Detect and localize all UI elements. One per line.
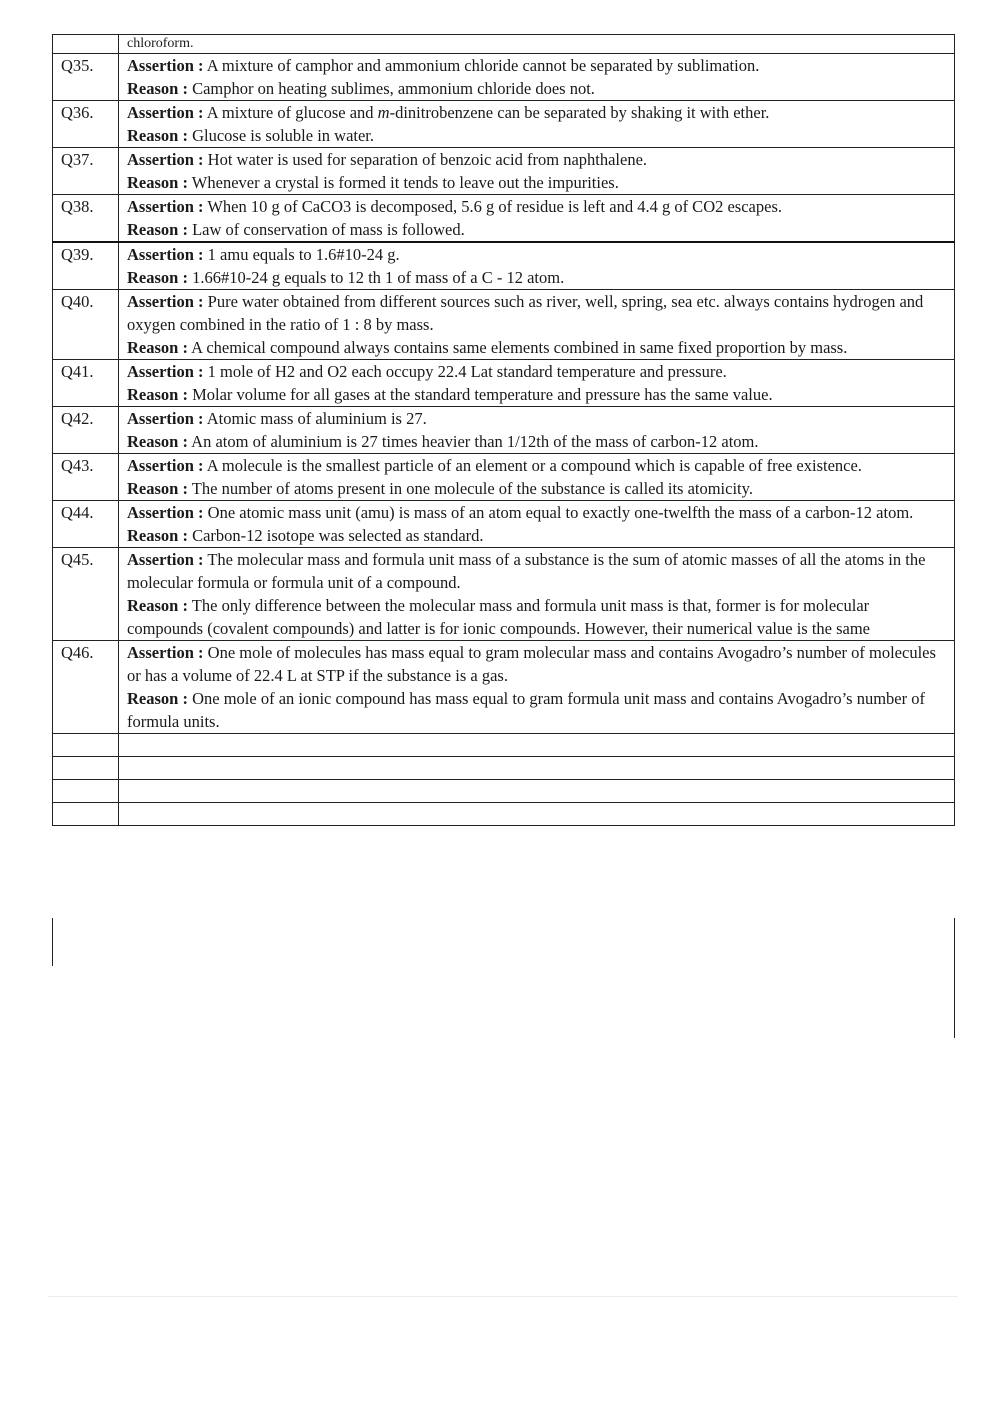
reason-line <box>127 266 946 289</box>
reason-line <box>127 594 946 640</box>
empty-cell <box>53 780 119 803</box>
reason-label: Reason : <box>127 432 188 451</box>
assertion-label: Assertion : <box>127 503 204 522</box>
assertion-label: Assertion : <box>127 362 204 381</box>
reason-label: Reason : <box>127 385 188 404</box>
assertion-text: When 10 g of CaCO3 is decomposed, 5.6 g of residue is left and 4.4 g of CO2 escapes. <box>203 197 782 216</box>
reason-text: An atom of aluminium is 27 times heavier than 1/12th of the mass of carbon-12 atom. <box>187 432 759 451</box>
question-text-cell <box>119 54 955 101</box>
reason-line <box>127 383 946 406</box>
assertion-label: Assertion : <box>127 409 204 428</box>
question-number: Q35. <box>53 54 119 101</box>
assertion-text: A mixture of glucose and <box>203 103 378 122</box>
reason-line <box>127 124 946 147</box>
table-row <box>53 360 955 407</box>
assertion-line <box>127 101 946 124</box>
assertion-italic-text: m <box>377 103 390 122</box>
question-number: Q38. <box>53 195 119 243</box>
table-row <box>53 35 955 54</box>
table-row <box>53 641 955 734</box>
question-text-cell <box>119 548 955 641</box>
empty-cell <box>119 780 955 803</box>
reason-label: Reason : <box>127 479 188 498</box>
question-number: Q37. <box>53 148 119 195</box>
question-number: Q36. <box>53 101 119 148</box>
assertion-label: Assertion : <box>127 103 204 122</box>
reason-line <box>127 477 946 500</box>
reason-line <box>127 218 946 241</box>
reason-label: Reason : <box>127 220 188 239</box>
empty-cell <box>53 757 119 780</box>
table-row <box>53 407 955 454</box>
question-text-cell <box>119 407 955 454</box>
empty-cell <box>53 803 119 826</box>
assertion-label: Assertion : <box>127 292 204 311</box>
reason-text: Glucose is soluble in water. <box>187 126 375 145</box>
question-number: Q42. <box>53 407 119 454</box>
question-text-cell <box>119 101 955 148</box>
assertion-line <box>127 243 946 266</box>
question-number: Q44. <box>53 501 119 548</box>
assertion-label: Assertion : <box>127 56 204 75</box>
question-text-cell <box>119 290 955 360</box>
empty-row <box>53 734 955 757</box>
reason-label: Reason : <box>127 173 188 192</box>
page-border-right <box>954 918 955 1038</box>
reason-text: The only difference between the molecular mass and formula unit mass is that, former is for molecular compounds (covalent compounds) and latter is for ionic compounds. However, their numerical value is the same <box>127 596 871 638</box>
reason-label: Reason : <box>127 689 188 708</box>
reason-text: 1.66#10-24 g equals to 12 th 1 of mass of a C - 12 atom. <box>187 268 565 287</box>
assertion-label: Assertion : <box>127 643 204 662</box>
assertion-text: One atomic mass unit (amu) is mass of an atom equal to exactly one-twelfth the mass of a carbon-12 atom. <box>203 503 914 522</box>
assertion-reason-table <box>52 34 955 826</box>
assertion-label: Assertion : <box>127 550 204 569</box>
assertion-line <box>127 454 946 477</box>
question-text-cell <box>119 242 955 290</box>
assertion-line <box>127 54 946 77</box>
question-text-cell <box>119 360 955 407</box>
assertion-line <box>127 360 946 383</box>
reason-text: Carbon-12 isotope was selected as standard. <box>187 526 484 545</box>
assertion-label: Assertion : <box>127 456 204 475</box>
question-text-cell <box>119 35 955 54</box>
assertion-line <box>127 290 946 336</box>
table-row <box>53 54 955 101</box>
reason-line <box>127 77 946 100</box>
reason-line <box>127 687 946 733</box>
assertion-line <box>127 548 946 594</box>
table-row <box>53 101 955 148</box>
continuation-text: chloroform. <box>127 36 194 51</box>
assertion-text: A mixture of camphor and ammonium chloride cannot be separated by sublimation. <box>203 56 760 75</box>
reason-label: Reason : <box>127 338 188 357</box>
reason-label: Reason : <box>127 79 188 98</box>
assertion-line <box>127 501 946 524</box>
question-number: Q41. <box>53 360 119 407</box>
question-text-cell <box>119 501 955 548</box>
assertion-text: -dinitrobenzene can be separated by shaking it with ether. <box>389 103 770 122</box>
reason-text: Camphor on heating sublimes, ammonium chloride does not. <box>187 79 595 98</box>
reason-line <box>127 336 946 359</box>
question-text-cell <box>119 641 955 734</box>
reason-line <box>127 430 946 453</box>
assertion-text: Hot water is used for separation of benzoic acid from naphthalene. <box>203 150 648 169</box>
footer-divider <box>48 1296 958 1297</box>
assertion-label: Assertion : <box>127 245 204 264</box>
empty-cell <box>53 734 119 757</box>
assertion-label: Assertion : <box>127 150 204 169</box>
table-row <box>53 195 955 243</box>
empty-row <box>53 757 955 780</box>
page-border-left <box>52 918 53 966</box>
reason-text: Law of conservation of mass is followed. <box>187 220 465 239</box>
reason-label: Reason : <box>127 596 188 615</box>
question-number: Q40. <box>53 290 119 360</box>
question-number-cell <box>53 35 119 54</box>
empty-row <box>53 780 955 803</box>
assertion-text: Pure water obtained from different sources such as river, well, spring, sea etc. always contains hydrogen and oxygen combined in the ratio of 1 : 8 by mass. <box>127 292 924 334</box>
reason-text: One mole of an ionic compound has mass equal to gram formula unit mass and contains Avogadro’s number of formula units. <box>127 689 925 731</box>
reason-text: A chemical compound always contains same elements combined in same fixed proportion by mass. <box>187 338 848 357</box>
question-number: Q39. <box>53 242 119 290</box>
reason-line <box>127 524 946 547</box>
question-number: Q46. <box>53 641 119 734</box>
table-row <box>53 501 955 548</box>
assertion-text: The molecular mass and formula unit mass of a substance is the sum of atomic masses of all the atoms in the molecular formula or formula unit of a compound. <box>127 550 926 592</box>
assertion-text: 1 mole of H2 and O2 each occupy 22.4 Lat standard temperature and pressure. <box>203 362 727 381</box>
empty-cell <box>119 803 955 826</box>
table-row <box>53 242 955 290</box>
assertion-label: Assertion : <box>127 197 204 216</box>
table-row <box>53 454 955 501</box>
question-text-cell <box>119 454 955 501</box>
reason-label: Reason : <box>127 268 188 287</box>
table-row <box>53 148 955 195</box>
question-number: Q45. <box>53 548 119 641</box>
reason-text: The number of atoms present in one molecule of the substance is called its atomicity. <box>187 479 753 498</box>
question-text-cell <box>119 195 955 243</box>
reason-label: Reason : <box>127 126 188 145</box>
assertion-text: 1 amu equals to 1.6#10-24 g. <box>203 245 400 264</box>
assertion-line <box>127 641 946 687</box>
empty-cell <box>119 757 955 780</box>
reason-text: Whenever a crystal is formed it tends to leave out the impurities. <box>187 173 619 192</box>
assertion-line <box>127 148 946 171</box>
assertion-text: One mole of molecules has mass equal to gram molecular mass and contains Avogadro’s number of molecules or has a volume of 22.4 L at STP if the substance is a gas. <box>127 643 936 685</box>
table-row <box>53 548 955 641</box>
empty-row <box>53 803 955 826</box>
assertion-line <box>127 407 946 430</box>
question-text-cell <box>119 148 955 195</box>
table-row <box>53 290 955 360</box>
reason-line <box>127 171 946 194</box>
reason-text: Molar volume for all gases at the standard temperature and pressure has the same value. <box>187 385 773 404</box>
assertion-text: A molecule is the smallest particle of an element or a compound which is capable of free existence. <box>203 456 862 475</box>
assertion-line <box>127 195 946 218</box>
empty-cell <box>119 734 955 757</box>
reason-label: Reason : <box>127 526 188 545</box>
assertion-text: Atomic mass of aluminium is 27. <box>203 409 427 428</box>
question-number: Q43. <box>53 454 119 501</box>
